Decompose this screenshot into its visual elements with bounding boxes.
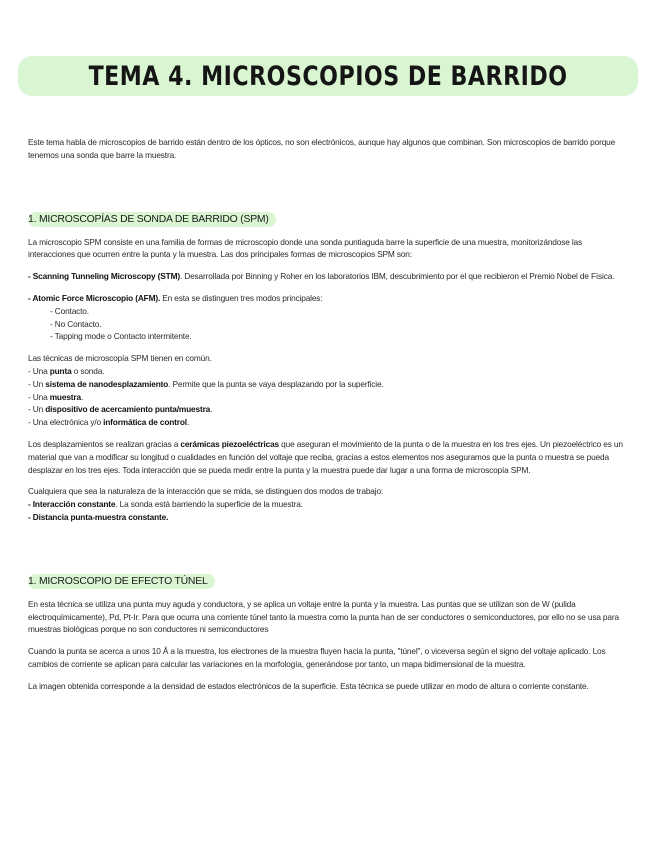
document-body [28, 136, 624, 693]
list-item: - Contacto. [50, 305, 89, 316]
tunnel-paragraph-3: La imagen obtenida corresponde a la densidad de estados electrónicos de la superficie. Esta técnica se puede utilizar en modo de altura o corriente constante. [28, 680, 589, 691]
afm-modes-list [28, 305, 624, 343]
afm-label: - Atomic Force Microscopio (AFM). [28, 292, 161, 303]
displacement-paragraph: Los desplazamientos se realizan gracias a cerámicas piezoeléctricas que aseguran el movimiento de la punta o de la muestra en los tres ejes. Un piezoeléctrico es un material que van a modificar su longitud o cualidades en función del voltaje que reciba, gracias a estos elementos nos aseguramos que la punta o muestra se pueda desplazar en los tres ejes. Toda interacción que se pueda medir entre la punta y la muestra puede dar lugar a una forma de microscopía SPM. [28, 438, 623, 475]
list-item: - Tapping mode o Contacto intermitente. [50, 331, 192, 342]
list-item: - Interacción constante. La sonda está barriendo la superficie de la muestra. [28, 499, 303, 510]
list-item: - Una punta o sonda. [28, 365, 105, 376]
list-item: - Un sistema de nanodesplazamiento. Permite que la punta se vaya desplazando por la superficie. [28, 378, 384, 389]
list-item: - Un dispositivo de acercamiento punta/muestra. [28, 404, 213, 415]
tunnel-paragraph-2: Cuando la punta se acerca a unos 10 Å a la muestra, los electrones de la muestra fluyen hacia la punta, "túnel", o viceversa según el signo del voltaje aplicado. Los cambios de corriente se aplican para calcular las variaciones en la morfología, generándose por tanto, un mapa bidimensional de la muestra. [28, 646, 606, 669]
title-highlight [18, 56, 638, 96]
work-modes-list [28, 498, 624, 524]
spm-definition-paragraph: La microscopio SPM consiste en una familia de formas de microscopio donde una sonda puntiaguda barre la superficie de una muestra, monitorizándose las interacciones que ocurren entre la punta y la muestra. Las dos principales formas de microscopios SPM son: [28, 236, 582, 260]
common-intro-paragraph: Las técnicas de microscopía SPM tienen en común. [28, 353, 212, 364]
section-heading-tunnel: 1. MICROSCOPIO DE EFECTO TÚNEL [28, 574, 215, 589]
section-heading-spm: 1. MICROSCOPÍAS DE SONDA DE BARRIDO (SPM) [28, 212, 276, 227]
title-block [0, 56, 656, 96]
stm-paragraph [28, 270, 624, 283]
list-item: - No Contacto. [50, 318, 102, 329]
tunnel-paragraph-1: En esta técnica se utiliza una punta muy aguda y conductora, y se aplica un voltaje entre la punta y la muestra. Las puntas que se utilizan son de W (pulida electroquímicamente), Pd, Pt-Ir. Para que ocurra una corriente túnel tanto la muestra como la punta han de ser conductores o semiconductores, por ello no se usa para muestras biológicas porque no son conductores ni semiconductores [28, 598, 619, 635]
list-item: - Distancia punta-muestra constante. [28, 511, 169, 522]
list-item: - Una electrónica y/o informática de control. [28, 417, 190, 428]
stm-text: . Desarrollada por Binning y Roher en los laboratorios IBM, descubrimiento por el que recibieron el Premio Nobel de Física. [179, 271, 615, 282]
intro-paragraph: Este tema habla de microscopios de barrido están dentro de los ópticos, no son electrónicos, aunque hay algunos que combinan. Son microscopios de barrido porque tenemos una sonda que barre la muestra. [28, 137, 616, 160]
afm-paragraph [28, 292, 624, 305]
common-features-list [28, 365, 624, 429]
stm-label: - Scanning Tunneling Microscopy (STM) [28, 271, 180, 282]
list-item: - Una muestra. [28, 391, 84, 402]
work-modes-intro: Cualquiera que sea la naturaleza de la interacción que se mida, se distinguen dos modos de trabajo: [28, 486, 384, 497]
page-title: TEMA 4. MICROSCOPIOS DE BARRIDO [88, 61, 568, 92]
afm-text: En esta se distinguen tres modos principales: [160, 292, 323, 303]
